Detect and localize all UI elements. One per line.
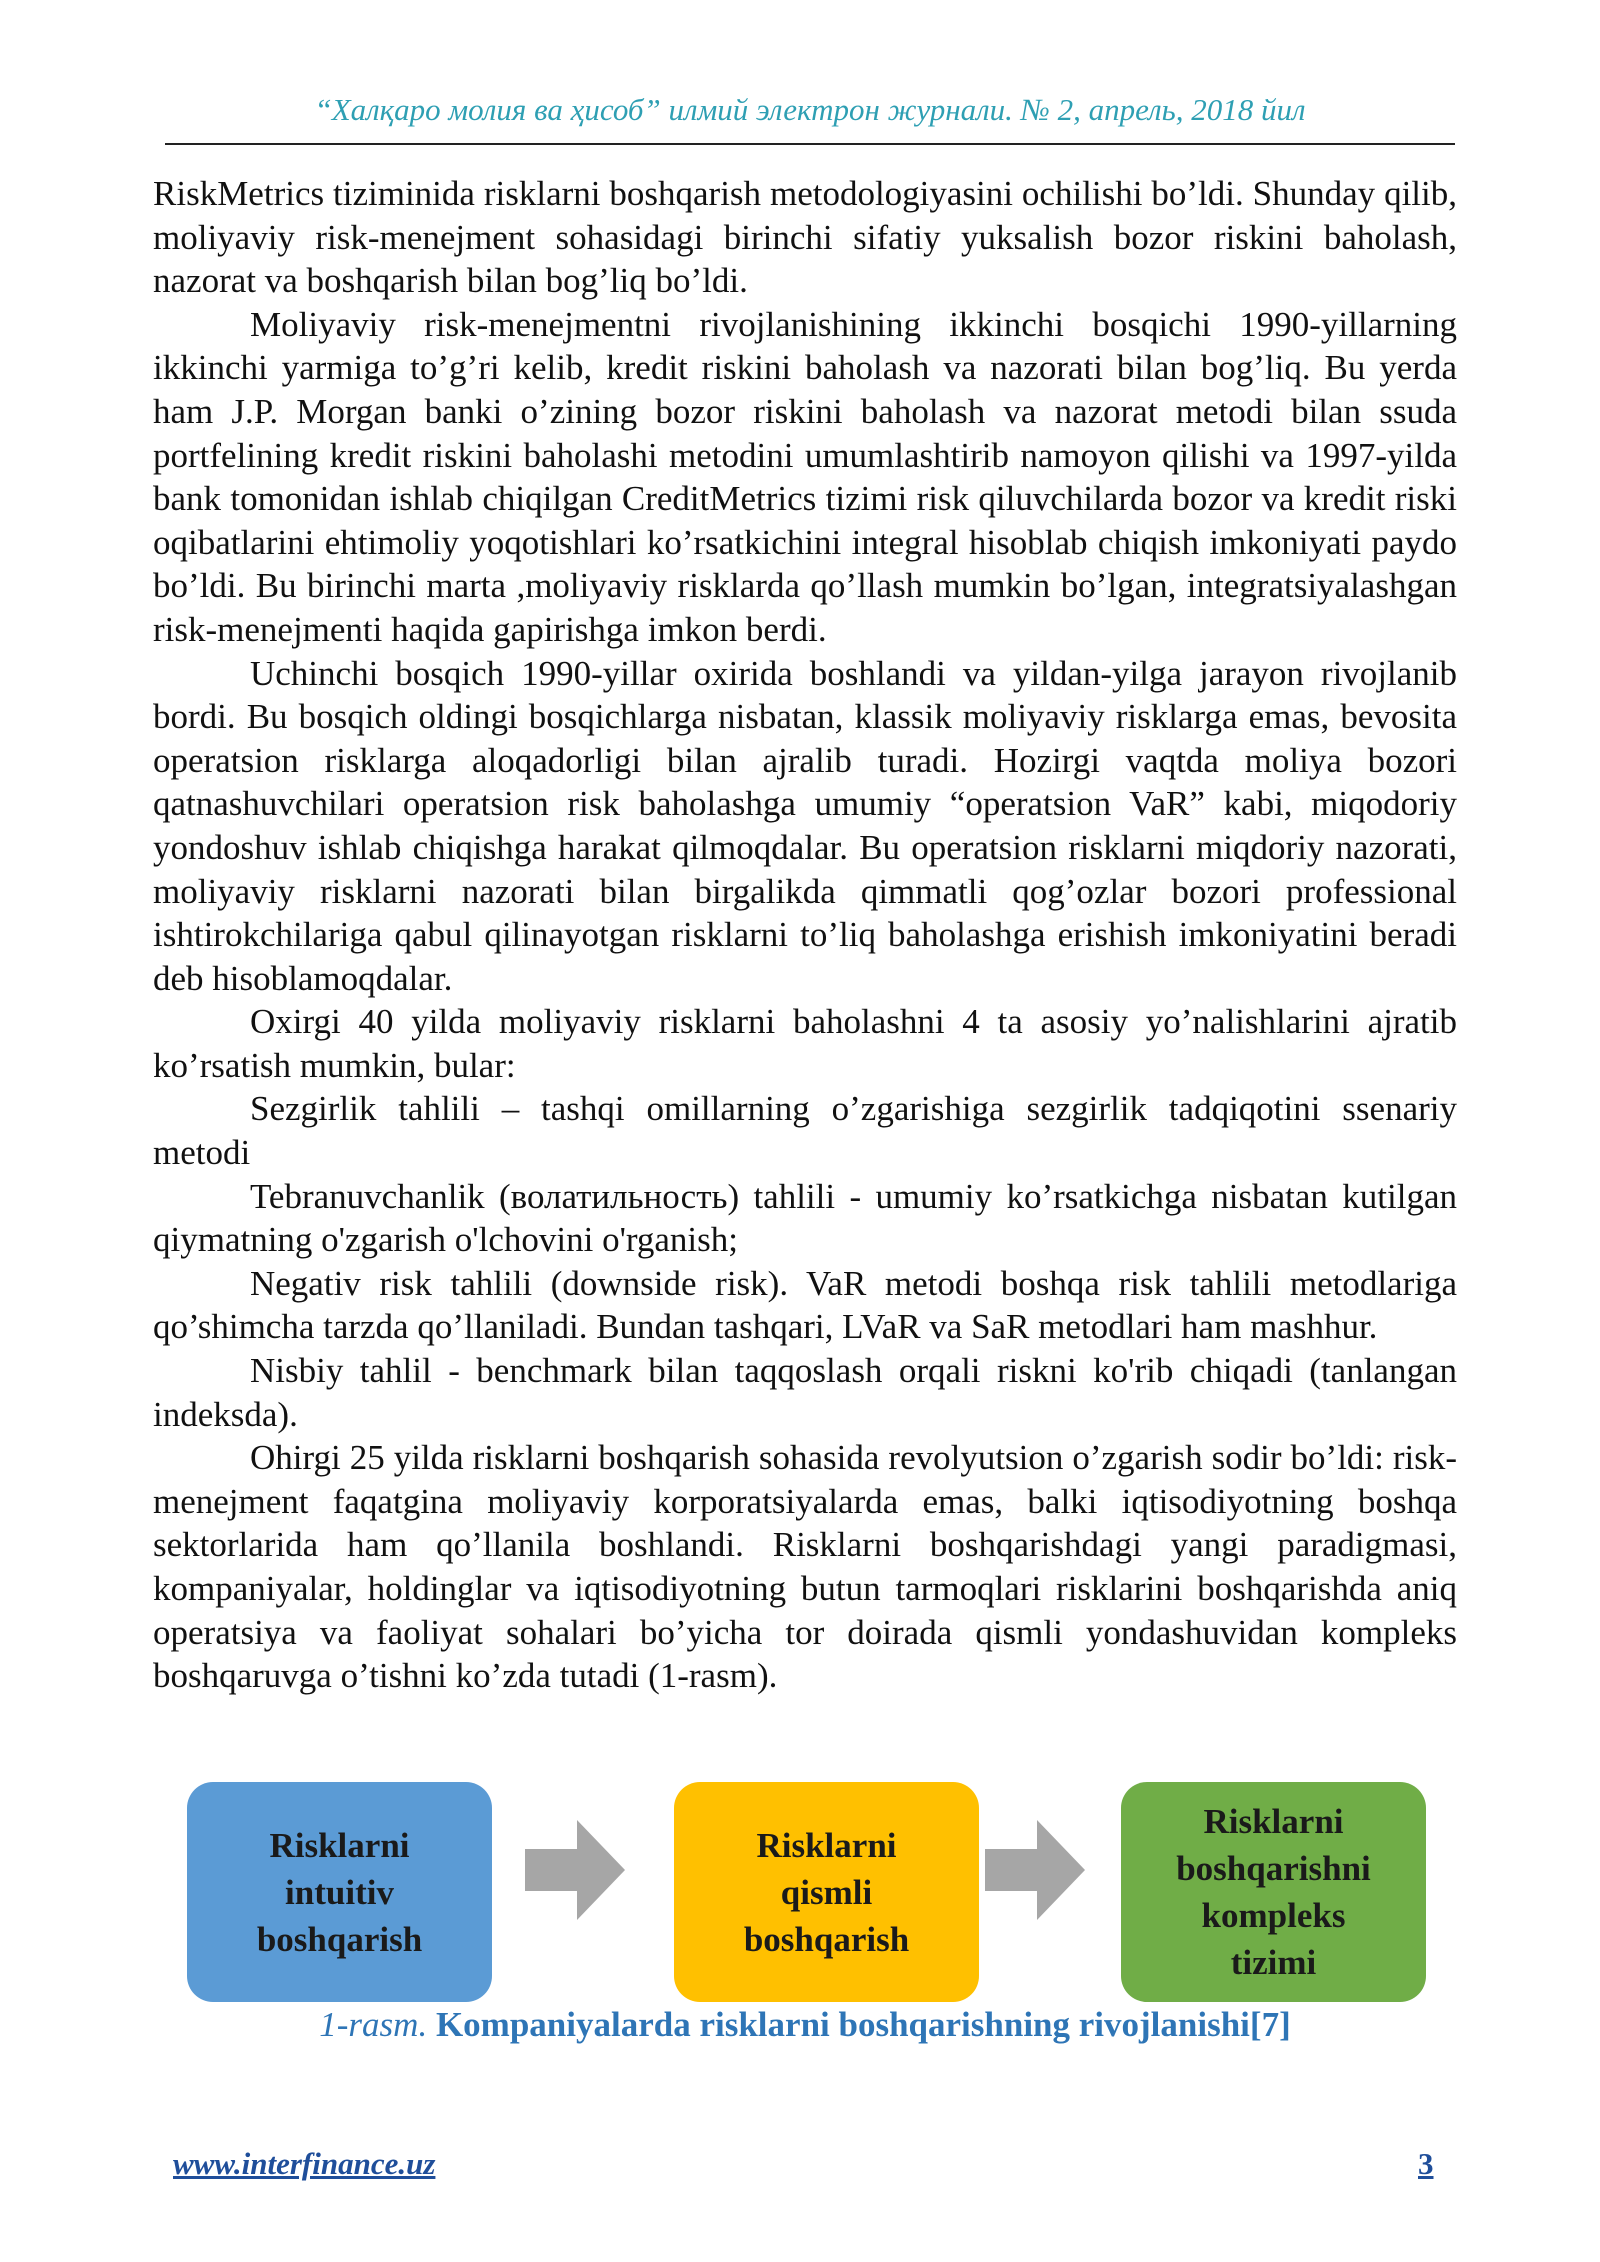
stage-2-line-1: Risklarni — [756, 1825, 897, 1865]
journal-header: “Халқаро молия ва ҳисоб” илмий электрон журнали. № 2, апрель, 2018 йил — [314, 92, 1306, 127]
list-item-downside: Negativ risk tahlili (downside risk). VaR metodi boshqa risk tahlili metodlariga qo’shimcha tarzda qo’llaniladi. Bundan tashqari, LVaR va SaR metodlari ham mashhur. — [153, 1263, 1457, 1347]
stage-2-line-3: boshqarish — [743, 1919, 910, 1959]
right-arrow-icon — [985, 1820, 1085, 1920]
figure-label: 1-rasm. — [319, 2005, 428, 2044]
stage-box-intuitive — [187, 1782, 492, 2002]
footer-website-link[interactable]: www.interfinance.uz — [173, 2146, 436, 2181]
paragraph-4: Oxirgi 40 yilda moliyaviy risklarni baholashni 4 ta asosiy yo’nalishlarini ajratib ko’rsatish mumkin, bular: — [153, 1002, 1457, 1085]
paragraph-1: RiskMetrics tiziminida risklarni boshqarish metodologiyasini ochilishi bo’ldi. Shunday qilib, moliyaviy risk-menejment sohasidagi birinchi sifatiy yuksalish bozor riskini baholash, nazorat va boshqarish bilan bog’liq bo’ldi. — [153, 174, 1457, 301]
list-item-relative: Nisbiy tahlil - benchmark bilan taqqoslash orqali riskni ko'rib chiqadi (tanlangan indeksda). — [153, 1351, 1457, 1434]
risk-management-evolution-diagram — [153, 1782, 1457, 2012]
paragraph-3: Uchinchi bosqich 1990-yillar oxirida boshlandi va yildan-yilga jarayon rivojlanib bordi. Bu bosqich oldingi bosqichlarga nisbatan, klassik moliyaviy risklarga emas, bevosita operatsion risklarga aloqadorligi bilan ajralib turadi. Hozirgi vaqtda moliya bozori qatnashuvchilari operatsion risk baholashga umumiy “operatsion VaR” kabi, miqodoriy yondoshuv ishlab chiqishga harakat qilmoqdalar. Bu operatsion risklarni miqdoriy nazorati, moliyaviy risklarni nazorati bilan birgalikda qimmatli qog’ozlar bozori professional ishtirokchilariga qabul qilinayotgan risklarni to’liq baholashga erishish imkoniyatini beradi deb hisoblamoqdalar. — [153, 653, 1457, 998]
list-item-sensitivity: Sezgirlik tahlili – tashqi omillarning o’zgarishiga sezgirlik tadqiqotini ssenariy metodi — [153, 1089, 1457, 1173]
stage-3-line-1: Risklarni — [1203, 1802, 1344, 1841]
figure-title: Kompaniyalarda risklarni boshqarishning rivojlanishi[7] — [435, 2005, 1291, 2044]
stage-1-line-1: Risklarni — [269, 1825, 410, 1865]
article-body — [153, 172, 1457, 1698]
paragraph-2: Moliyaviy risk-menejmentni rivojlanishining ikkinchi bosqichi 1990-yillarning ikkinchi yarmiga to’g’ri kelib, kredit riskini baholash va nazorati bilan bog’liq. Bu yerda ham J.P. Morgan banki o’zining bozor riskini baholash va nazorat metodi bilan ssuda portfelining kredit riskini baholashi metodini umumlashtirib namoyon qilishi va 1997-yilda bank tomonidan ishlab chiqilgan CreditMetrics tizimi risk qiluvchilarda bozor va kredit riski oqibatlarini ehtimoliy yoqotishlari ko’rsatkichini integral hisoblab chiqish imkoniyati paydo bo’ldi. Bu birinchi marta ,moliyaviy risklarda qo’llash mumkin bo’lgan, integratsiyalashgan risk-menejmenti haqida gapirishga imkon berdi. — [153, 304, 1457, 649]
header-divider — [165, 143, 1455, 145]
stage-1-line-3: boshqarish — [256, 1919, 423, 1959]
page-number: 3 — [1418, 2146, 1434, 2181]
stage-box-complex — [1121, 1782, 1426, 2002]
stage-3-line-4: tizimi — [1230, 1943, 1317, 1982]
stage-2-line-2: qismli — [780, 1872, 873, 1912]
stage-3-line-2: boshqarishni — [1176, 1849, 1371, 1888]
paragraph-9: Ohirgi 25 yilda risklarni boshqarish sohasida revolyutsion o’zgarish sodir bo’ldi: risk-menejment faqatgina moliyaviy korporatsiyalarda emas, balki iqtisodiyotning boshqa sektorlarida ham qo’llanila boshlandi. Risklarni boshqarishdagi yangi paradigmasi, kompaniyalar, holdinglar va iqtisodiyotning butun tarmoqlari risklarini boshqarishda aniq operatsiya va faoliyat sohalari bo’yicha tor doirada qismli yondashuvidan kompleks boshqaruvga o’tishni ko’zda tutadi (1-rasm). — [153, 1438, 1457, 1696]
list-item-volatility: Tebranuvchanlik (волатильность) tahlili - umumiy ko’rsatkichga nisbatan kutilgan qiymatning o'zgarish o'lchovini o'rganish; — [153, 1176, 1457, 1260]
stage-1-line-2: intuitiv — [285, 1872, 394, 1912]
stage-box-partial — [674, 1782, 979, 2002]
right-arrow-icon — [525, 1820, 625, 1920]
stage-3-line-3: kompleks — [1201, 1896, 1346, 1935]
figure-caption — [153, 2005, 1457, 2045]
